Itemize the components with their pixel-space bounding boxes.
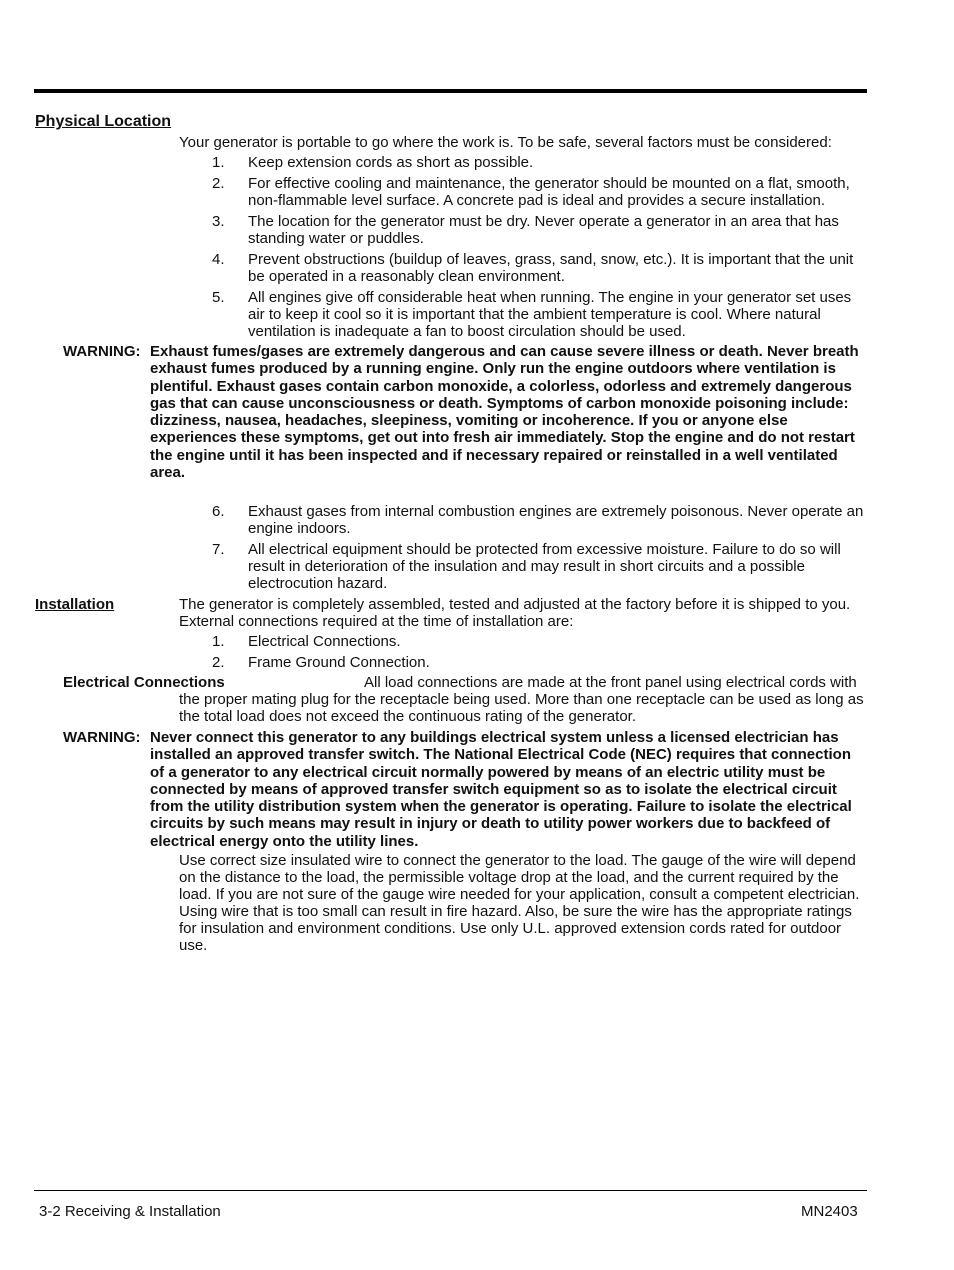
list-item (212, 154, 872, 171)
footer-doc-number: MN2403 (801, 1203, 858, 1220)
list-item-text: All electrical equipment should be protected from excessive moisture. Failure to do so will result in deterioration of the insulation and may result in short circuits and a possible electrocution hazard. (248, 541, 841, 592)
list-item-number: 5. (212, 289, 225, 306)
list-item-number: 3. (212, 213, 225, 230)
list-item-text: Prevent obstructions (buildup of leaves, grass, sand, snow, etc.). It is important that the unit be operated in a reasonably clean environment. (248, 251, 854, 285)
list-item (212, 654, 872, 671)
list-item (212, 541, 872, 592)
list-item (212, 251, 872, 285)
wire-size-paragraph: Use correct size insulated wire to connect the generator to the load. The gauge of the wire will depend on the distance to the load, the permissible voltage drop at the load, and the current required by the load. If you are not sure of the gauge wire needed for your application, consult a competent electrician. Using wire that is too small can result in fire hazard. Also, be sure the wire has the appropriate ratings for insulation and environment conditions. Use only U.L. approved extension cords rated for outdoor use. (179, 852, 860, 954)
footer-page-label: 3-2 Receiving & Installation (39, 1203, 221, 1220)
warning-label: WARNING: (63, 343, 141, 360)
electrical-connections-label: Electrical Connections (63, 674, 225, 691)
list-item-text: Electrical Connections. (248, 633, 401, 650)
list-item-number: 6. (212, 503, 225, 520)
list-item (212, 175, 872, 209)
physical-location-list-continued (212, 503, 872, 596)
list-item-text: For effective cooling and maintenance, the generator should be mounted on a flat, smooth, non-flammable level surface. A concrete pad is ideal and provides a secure installation. (248, 175, 850, 209)
list-item (212, 633, 872, 650)
list-item-number: 7. (212, 541, 225, 558)
list-item (212, 213, 872, 247)
section-heading-physical-location: Physical Location (35, 113, 172, 130)
list-item-number: 1. (212, 154, 225, 171)
list-item (212, 503, 872, 537)
list-item-text: Frame Ground Connection. (248, 654, 430, 671)
header-rule (34, 89, 867, 93)
list-item-number: 2. (212, 175, 225, 192)
list-item (212, 289, 872, 340)
warning-text: Exhaust fumes/gases are extremely dangerous and can cause severe illness or death. Never breath exhaust fumes produced by a running engine. Only run the engine outdoors where ventilation is plentiful. Exhaust gases contain carbon monoxide, a colorless, odorless and extremely dangerous gas that can cause unconsciousness or death. Symptoms of carbon monoxide poisoning include: dizziness, nausea, headaches, sleepiness, vomiting or incoherence. If you or anyone else experiences these symptoms, get out into fresh air immediately. Stop the engine and do not restart the engine until it has been inspected and if necessary repaired or reinstalled in a well ventilated area. (150, 343, 859, 481)
electrical-connections-block (63, 674, 868, 725)
installation-list (212, 633, 872, 675)
list-item-text: The location for the generator must be dry. Never operate a generator in an area that has standing water or puddles. (248, 213, 839, 247)
installation-intro: The generator is completely assembled, tested and adjusted at the factory before it is shipped to you. External connections required at the time of installation are: (179, 596, 851, 630)
footer-rule (34, 1190, 867, 1191)
list-item-number: 1. (212, 633, 225, 650)
list-item-text: All engines give off considerable heat when running. The engine in your generator set uses air to keep it cool so it is important that the ambient temperature is cool. Where natural ventilation is inadequate a fan to boost circulation should be used. (248, 289, 852, 340)
warning-label: WARNING: (63, 729, 141, 746)
list-item-number: 4. (212, 251, 225, 268)
section-heading-installation: Installation (35, 596, 115, 613)
transfer-switch-warning (63, 729, 863, 850)
warning-text: Never connect this generator to any buildings electrical system unless a licensed electrician has installed an approved transfer switch. The National Electrical Code (NEC) requires that connection of a generator to any electrical circuit normally powered by means of an electric utility must be connected by means of approved transfer switch equipment so as to isolate the electrical circuit from the utility distribution system when the generator is operating. Failure to isolate the electrical circuits by such means may result in injury or death to utility power workers due to backfeed of electrical energy onto the utility lines. (150, 729, 852, 850)
list-item-text: Keep extension cords as short as possible. (248, 154, 534, 171)
physical-location-intro: Your generator is portable to go where the work is. To be safe, several factors must be considered: (179, 134, 832, 151)
list-item-number: 2. (212, 654, 225, 671)
exhaust-warning (63, 343, 863, 481)
physical-location-list (212, 154, 872, 344)
electrical-connections-text: All load connections are made at the front panel using electrical cords with the proper mating plug for the receptacle being used. More than one receptacle can be used as long as the total load does not exceed the continuous rating of the generator. (179, 674, 864, 725)
list-item-text: Exhaust gases from internal combustion engines are extremely poisonous. Never operate an engine indoors. (248, 503, 864, 537)
